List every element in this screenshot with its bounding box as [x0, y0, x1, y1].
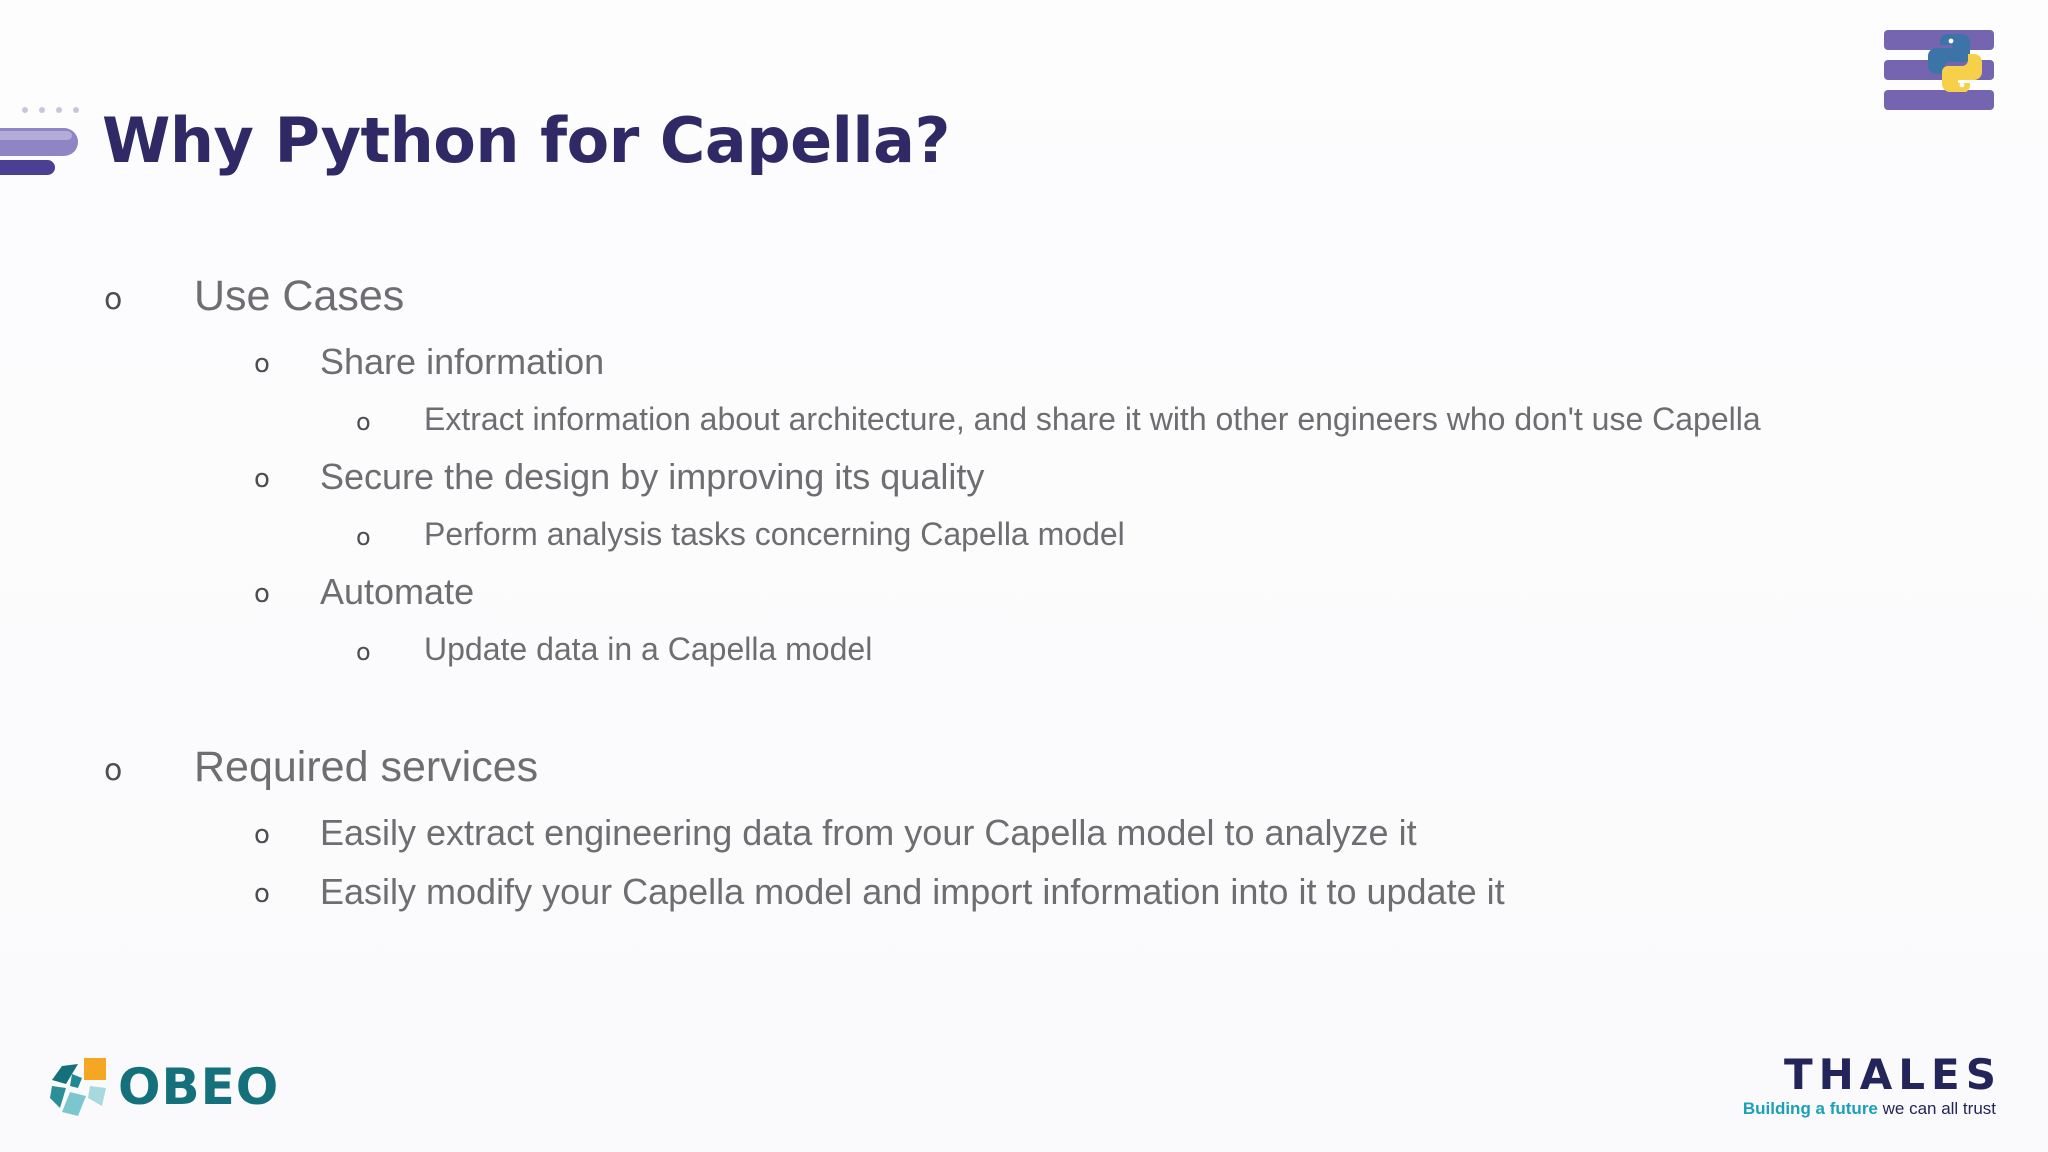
bullet-marker: o [104, 282, 123, 317]
bullet-marker: o [254, 579, 270, 609]
bullet-marker: o [356, 523, 371, 551]
bullet-marker: o [254, 879, 270, 909]
bullet-marker: o [104, 753, 123, 788]
thales-tagline-accent: Building a future [1742, 1099, 1878, 1118]
bullet-text: Update data in a Capella model [424, 631, 873, 667]
bullet-text: Use Cases [194, 272, 405, 320]
bullet-marker: o [254, 820, 270, 850]
bullet-text: Easily extract engineering data from your Capella model to analyze it [320, 812, 1417, 853]
obeo-wordmark: OBEO [118, 1058, 280, 1116]
obeo-logo [48, 1056, 288, 1120]
bullet-text: Required services [194, 743, 539, 791]
python-logo-icon [1882, 28, 1996, 112]
speed-lines-icon [0, 100, 90, 190]
thales-tagline [1736, 1098, 1996, 1120]
bullet-text: Extract information about architecture, and share it with other engineers who don't use Capella [424, 401, 1761, 437]
bullet-marker: o [356, 638, 371, 666]
bullet-marker: o [356, 408, 371, 436]
bullet-text: Perform analysis tasks concerning Capella model [424, 516, 1125, 552]
obeo-mark-icon [48, 1056, 112, 1120]
thales-logo [1736, 1050, 2002, 1122]
bullet-marker: o [254, 349, 270, 379]
bullet-text: Easily modify your Capella model and import information into it to update it [320, 871, 1505, 912]
bullet-marker: o [254, 464, 270, 494]
page-title: Why Python for Capella? [102, 104, 950, 177]
thales-tagline-rest: we can all trust [1877, 1099, 1996, 1118]
bullet-text: Share information [320, 341, 605, 382]
bullet-text: Automate [320, 571, 475, 612]
thales-wordmark: THALES [1783, 1050, 2002, 1099]
bullet-text: Secure the design by improving its quality [320, 456, 985, 497]
